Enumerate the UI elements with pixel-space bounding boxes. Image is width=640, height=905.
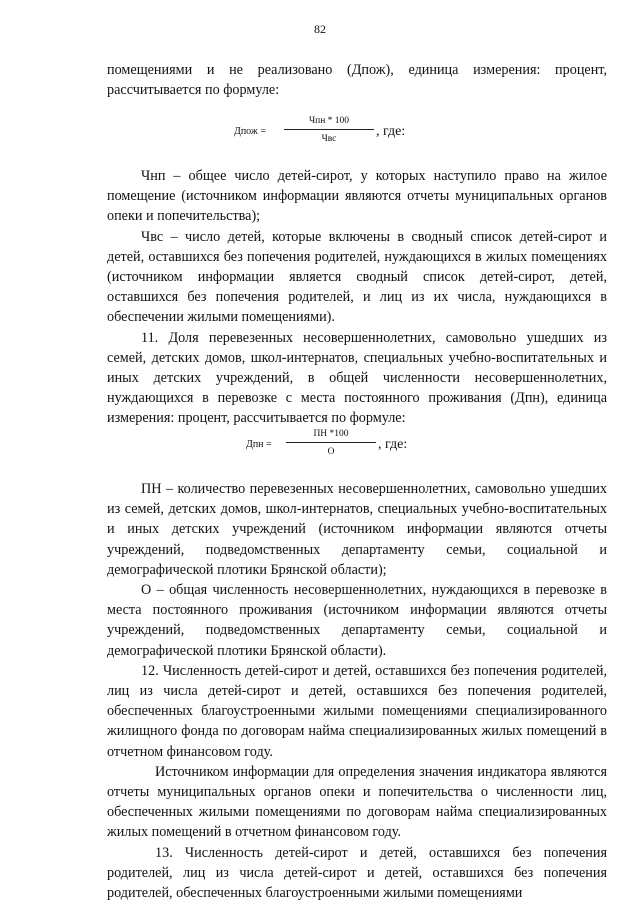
formula-dpozh-tail: , где:	[376, 124, 406, 139]
formula-dpn-lhs: Дпн =	[246, 439, 272, 450]
formula-dpozh	[0, 115, 640, 155]
intro-line-2: рассчитывается по формуле:	[107, 82, 280, 99]
formula-dpn-fraction	[286, 428, 376, 459]
formula-dpozh-lhs: Дпож =	[234, 126, 266, 137]
definitions-block-1	[107, 166, 607, 429]
item-12: 12. Численность детей-сирот и детей, оставшихся без попечения родителей, лиц из числа детей-сирот и детей, оставшихся без попечения родителей, обеспеченных благоустроенными жилыми помещениями специализированного жилищного фонда по договорам найма специализированных жилых помещений в отчетном финансовом году.	[107, 662, 607, 760]
item-11: 11. Доля перевезенных несовершеннолетних, самовольно ушедших из семей, детских домов, школ-интернатов, специальных учебно-воспитательных и иных детских учреждений, в общей численности несовершеннолетних, нуждающихся в перевозке с места постоянного проживания (Дпн), единица измерения: процент, рассчитывается по формуле:	[107, 329, 607, 427]
formula-dpozh-fraction-bar	[284, 129, 374, 130]
definition-chvs: Чвс – число детей, которые включены в сводный список детей-сирот и детей, оставшихся без попечения родителей, нуждающихся в жилых помещениях (источником информации является сводный список детей-сирот, детей, оставшихся без попечения родителей, и лиц из их числа, нуждающихся в обеспечении жилыми помещениями).	[107, 228, 607, 326]
item-13: 13. Численность детей-сирот и детей, оставшихся без попечения родителей, лиц из числа детей-сирот и детей, оставшихся без попечения родителей, обеспеченных благоустроенными жилыми помещениями	[107, 844, 607, 902]
formula-dpn-denominator: О	[327, 447, 335, 457]
definition-chnp: Чнп – общее число детей-сирот, у которых наступило право на жилое помещение (источником информации являются отчеты муниципальных органов опеки и попечительства);	[107, 168, 607, 225]
formula-dpn-tail: , где:	[378, 437, 408, 452]
definition-pn: ПН – количество перевезенных несовершеннолетних, самовольно ушедших из семей, детских домов, школ-интернатов, специальных учебно-воспитательных и иных детских учреждений (источником информации являются отчеты учреждений, подведомственных департаменту семьи, социальной и демографической плотики Брянской области);	[107, 481, 607, 578]
formula-dpozh-denominator: Чвс	[321, 134, 337, 144]
definition-o: О – общая численность несовершеннолетних, нуждающихся в перевозке в места постоянного проживания (источником информации являются отчеты учреждений, подведомственных департаменту семьи, социальной и демографической плотики Брянской области).	[107, 582, 607, 659]
item-12-source: Источником информации для определения значения индикатора являются отчеты муниципальных органов опеки и попечительства о численности лиц, обеспеченных жилыми помещениями по договорам найма специализированных жилых помещений в отчетном финансовом году.	[107, 763, 607, 841]
formula-dpozh-numerator: Чпн * 100	[308, 116, 350, 126]
page-number: 82	[314, 22, 326, 36]
intro-line-1: помещениями и не реализовано (Дпож), единица измерения: процент,	[107, 62, 607, 78]
definitions-block-2	[107, 479, 607, 903]
formula-dpn-fraction-bar	[286, 442, 376, 443]
formula-dpn	[0, 428, 640, 468]
formula-dpozh-fraction	[284, 115, 374, 146]
formula-dpn-numerator: ПН *100	[313, 429, 349, 439]
intro-text	[107, 60, 607, 100]
